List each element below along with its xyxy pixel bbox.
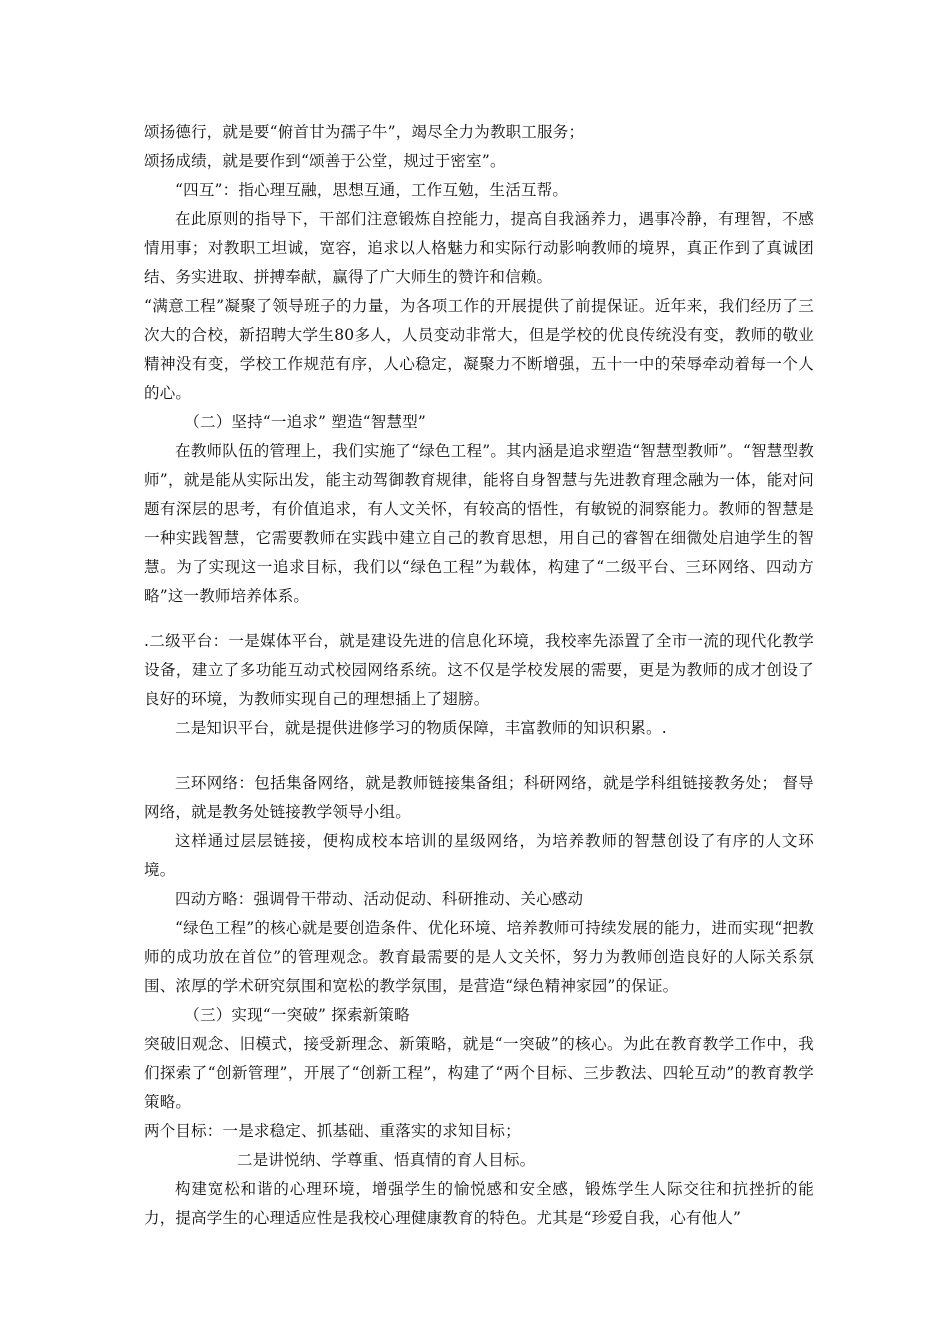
paragraph-6: 在教师队伍的管理上，我们实施了“绿色工程”。其内涵是追求塑造“智慧型教师”。“智慧型教师”，就是能从实际出发，能主动驾御教育规律，能将自身智慧与先进教育理念融为一体，能对问题有深层的思考，有价值追求，有人文关怀，有较高的悟性，有敏锐的洞察能力。教师的智慧是一种实践智慧，它需要教师在实践中建立自己的教育思想，用自己的睿智在细微处启迪学生的智慧。为了实现这一追求目标，我们以“绿色工程”为载体，构建了“二级平台、三环网络、四动方略”这一教师培养体系。 — [144, 442, 814, 605]
section-heading-3: （三）实现“一突破” 探索新策略 — [184, 1006, 410, 1024]
paragraph-8: 二是知识平台，就是提供进修学习的物质保障，丰富教师的知识积累。. — [175, 719, 667, 737]
paragraph-11: 四动方略：强调骨干带动、活动促动、科研推动、关心感动 — [175, 890, 584, 908]
paragraph-10: 这样通过层层链接，便构成校本培训的星级网络，为培养教师的智慧创设了有序的人文环境。 — [144, 832, 814, 879]
paragraph-2: 颂扬成绩，就是要作到“颂善于公堂，规过于密室”。 — [144, 152, 506, 170]
paragraph-5: “满意工程”凝聚了领导班子的力量，为各项工作的开展提供了前提保证。近年来，我们经历了三次大的合校，新招聘大学生80多人，人员变动非常大，但是学校的优良传统没有变，教师的敬业精神没有变，学校工作规范有序，人心稳定，凝聚力不断增强，五十一中的荣辱牵动着每一个人的心。 — [144, 297, 814, 402]
document-body — [144, 118, 814, 1233]
paragraph-3: “四互”：指心理互融，思想互通，工作互勉，生活互帮。 — [175, 181, 569, 199]
paragraph-16: 构建宽松和谐的心理环境，增强学生的愉悦感和安全感，锻炼学生人际交往和抗挫折的能力，提高学生的心理适应性是我校心理健康教育的特色。尤其是“珍爱自我，心有他人” — [144, 1180, 814, 1227]
paragraph-12: “绿色工程”的核心就是要创造条件、优化环境、培养教师可持续发展的能力，进而实现“把教师的成功放在首位”的管理观念。教育最需要的是人文关怀，努力为教师创造良好的人际关系氛围、浓厚的学术研究氛围和宽松的教学氛围，是营造“绿色精神家园”的保证。 — [144, 919, 814, 995]
paragraph-1: 颂扬德行，就是要“俯首甘为孺子牛”，竭尽全力为教职工服务； — [144, 123, 585, 141]
paragraph-15: 二是讲悦纳、学尊重、悟真情的育人目标。 — [237, 1151, 536, 1169]
paragraph-7: .二级平台：一是媒体平台，就是建设先进的信息化环境，我校率先添置了全市一流的现代化教学设备，建立了多功能互动式校园网络系统。这不仅是学校发展的需要，更是为教师的成才创设了良好的环境，为教师实现自己的理想插上了翅膀。 — [144, 632, 814, 708]
paragraph-13: 突破旧观念、旧模式，接受新理念、新策略，就是“一突破”的核心。为此在教育教学工作中，我们探索了“创新管理”，开展了“创新工程”，构建了“两个目标、三步教法、四轮互动”的教育教学策略。 — [144, 1035, 814, 1111]
paragraph-9: 三环网络：包括集备网络，就是教师链接集备组；科研网络，就是学科组链接教务处； 督导网络，就是教务处链接教学领导小组。 — [144, 774, 814, 821]
paragraph-4: 在此原则的指导下，干部们注意锻炼自控能力，提高自我涵养力，遇事冷静，有理智，不感情用事；对教职工坦诚，宽容，追求以人格魅力和实际行动影响教师的境界，真正作到了真诚团结、务实进取、拼搏奉献，赢得了广大师生的赞许和信赖。 — [144, 210, 814, 286]
section-heading-2: （二）坚持“一追求” 塑造“智慧型” — [184, 413, 427, 431]
paragraph-14: 两个目标：一是求稳定、抓基础、重落实的求知目标； — [144, 1122, 521, 1140]
